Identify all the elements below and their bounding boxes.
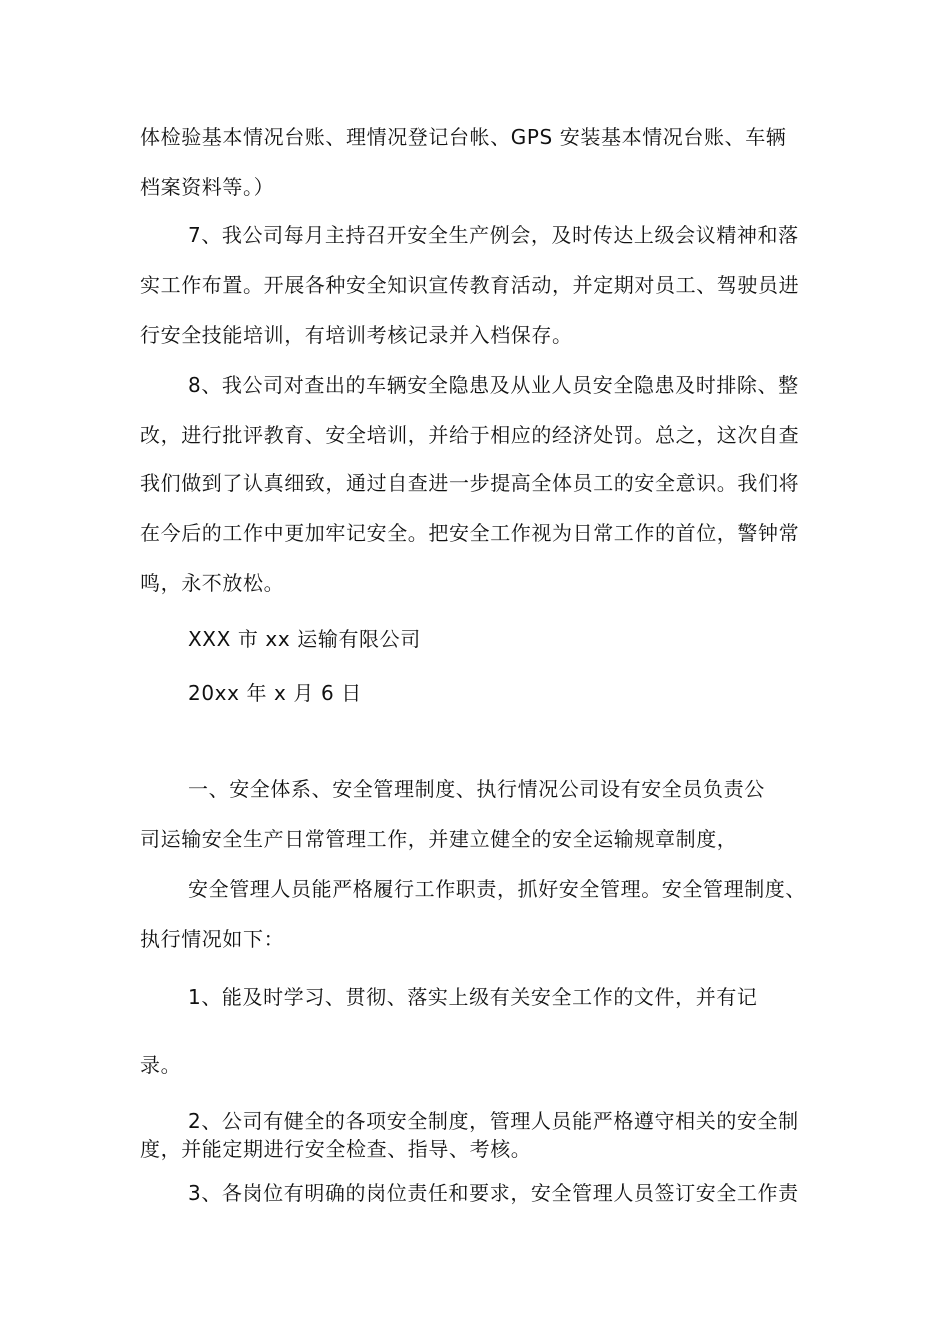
text-line: 录。 bbox=[140, 1053, 182, 1077]
text-line: 体检验基本情况台账、理情况登记台帐、GPS 安装基本情况台账、车辆 bbox=[140, 125, 787, 149]
item-2-line: 2、公司有健全的各项安全制度，管理人员能严格遵守相关的安全制 bbox=[188, 1109, 799, 1133]
paragraph-7-line: 7、我公司每月主持召开安全生产例会，及时传达上级会议精神和落 bbox=[188, 223, 799, 247]
text-line: 安全管理人员能严格履行工作职责，抓好安全管理。安全管理制度、 bbox=[188, 877, 806, 901]
item-3-line: 3、各岗位有明确的岗位责任和要求，安全管理人员签订安全工作责 bbox=[188, 1181, 799, 1205]
text-line: 实工作布置。开展各种安全知识宣传教育活动，并定期对员工、驾驶员进 bbox=[140, 273, 800, 297]
text-line: 改，进行批评教育、安全培训，并给于相应的经济处罚。总之，这次自查 bbox=[140, 423, 800, 447]
text-line: 我们做到了认真细致，通过自查进一步提高全体员工的安全意识。我们将 bbox=[140, 471, 800, 495]
signature-date: 20xx 年 x 月 6 日 bbox=[188, 681, 362, 705]
text-line: 在今后的工作中更加牢记安全。把安全工作视为日常工作的首位，警钟常 bbox=[140, 521, 800, 545]
text-line: 司运输安全生产日常管理工作，并建立健全的安全运输规章制度， bbox=[140, 827, 738, 851]
text-line: 度，并能定期进行安全检查、指导、考核。 bbox=[140, 1137, 532, 1161]
section-heading-line: 一、安全体系、安全管理制度、执行情况公司设有安全员负责公 bbox=[188, 777, 765, 801]
paragraph-8-line: 8、我公司对查出的车辆安全隐患及从业人员安全隐患及时排除、整 bbox=[188, 373, 799, 397]
text-line: 执行情况如下： bbox=[140, 927, 285, 951]
item-1-line: 1、能及时学习、贯彻、落实上级有关安全工作的文件，并有记 bbox=[188, 985, 758, 1009]
text-line: 档案资料等。） bbox=[140, 175, 275, 199]
company-signature: XXX 市 xx 运输有限公司 bbox=[188, 627, 421, 651]
text-line: 鸣，永不放松。 bbox=[140, 571, 285, 595]
text-line: 行安全技能培训，有培训考核记录并入档保存。 bbox=[140, 323, 573, 347]
